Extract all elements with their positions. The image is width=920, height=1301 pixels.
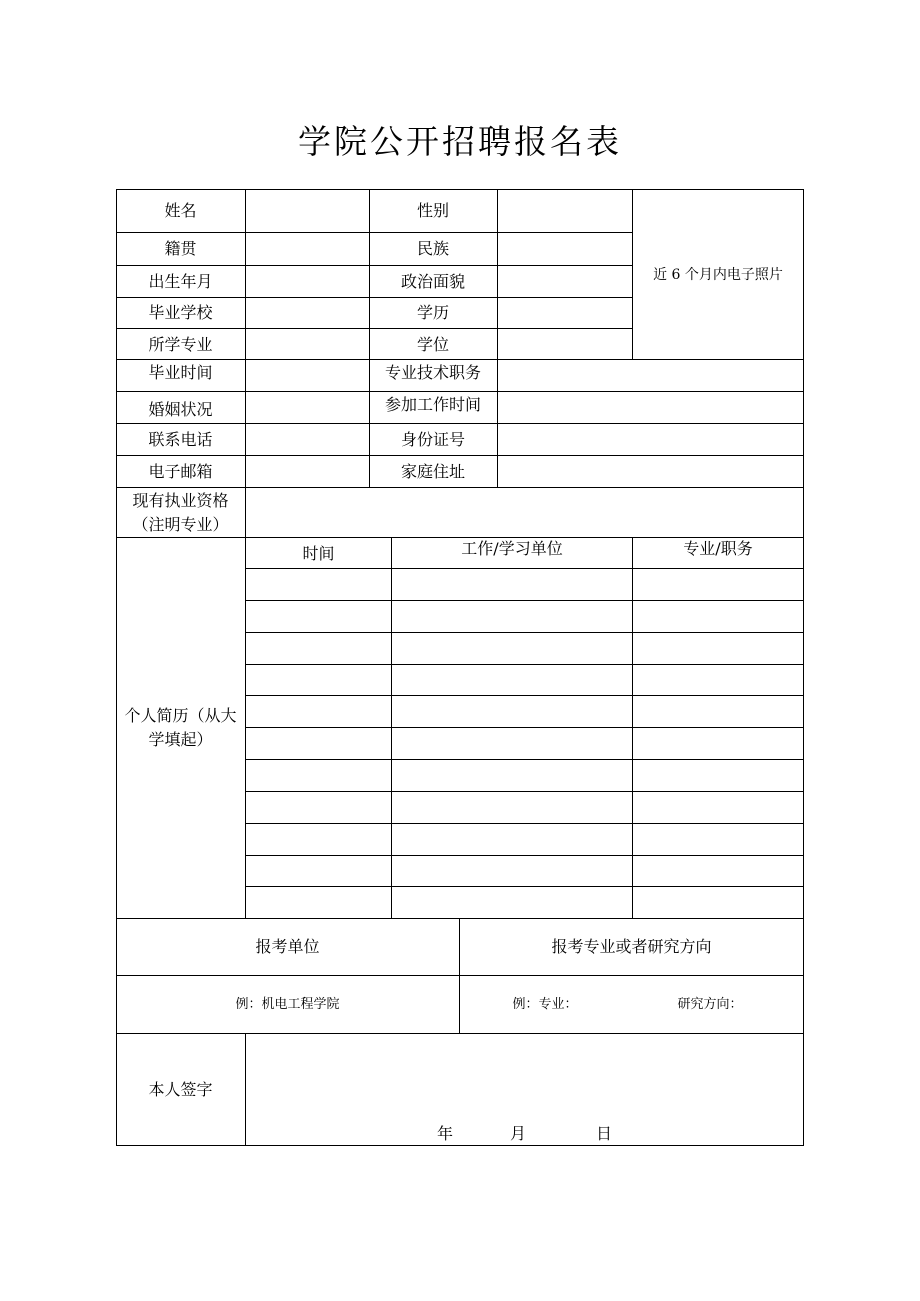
- apply-major-example[interactable]: 例：专业：: [512, 996, 578, 1012]
- label-grad-time: 毕业时间: [148, 363, 213, 382]
- marital-field[interactable]: [246, 392, 369, 423]
- id-number-field[interactable]: [498, 424, 803, 455]
- label-school: 毕业学校: [148, 303, 213, 322]
- resume-divider: [245, 664, 804, 665]
- label-major: 所学专业: [148, 334, 213, 354]
- resume-divider: [245, 855, 804, 856]
- resume-divider: [245, 568, 804, 569]
- apply-direction-header: 报考专业或者研究方向: [551, 937, 712, 956]
- col-divider: [245, 537, 246, 918]
- label-resume: [116, 538, 245, 918]
- school-field[interactable]: [246, 298, 369, 328]
- apply-direction-example[interactable]: 研究方向：: [677, 996, 743, 1012]
- label-signature: 本人签字: [148, 1080, 213, 1099]
- political-field[interactable]: [498, 266, 632, 297]
- resume-divider: [245, 727, 804, 728]
- signature-field[interactable]: [246, 1034, 803, 1124]
- phone-field[interactable]: [246, 424, 369, 455]
- label-phone: 联系电话: [148, 430, 213, 449]
- resume-divider: [245, 886, 804, 887]
- signature-day: 日: [595, 1124, 612, 1143]
- apply-unit-header: 报考单位: [255, 937, 320, 956]
- apply-unit-example[interactable]: 例：机电工程学院: [235, 996, 340, 1012]
- label-id-number: 身份证号: [400, 430, 465, 449]
- major-field[interactable]: [246, 329, 369, 359]
- native-place-field[interactable]: [246, 233, 369, 265]
- resume-col-position: 专业/职务: [683, 539, 753, 558]
- resume-divider: [245, 759, 804, 760]
- resume-divider: [245, 823, 804, 824]
- name-field[interactable]: [246, 190, 369, 232]
- label-native-place: 籍贯: [164, 239, 197, 258]
- resume-divider: [245, 791, 804, 792]
- resume-col-unit: 工作/学习单位: [461, 539, 563, 558]
- degree-field[interactable]: [498, 329, 632, 359]
- label-address: 家庭住址: [400, 462, 465, 481]
- email-field[interactable]: [246, 456, 369, 487]
- work-start-field[interactable]: [498, 392, 803, 423]
- education-field[interactable]: [498, 298, 632, 328]
- ethnicity-field[interactable]: [498, 233, 632, 265]
- signature-month: 月: [509, 1124, 526, 1143]
- title-rank-field[interactable]: [498, 360, 803, 391]
- label-name: 姓名: [164, 200, 197, 220]
- col-divider: [632, 537, 633, 918]
- label-education: 学历: [416, 303, 449, 322]
- label-qualification: [116, 488, 245, 537]
- qualification-field[interactable]: [246, 488, 803, 537]
- birth-field[interactable]: [246, 266, 369, 297]
- resume-divider: [245, 600, 804, 601]
- label-degree: 学位: [416, 334, 449, 354]
- label-resume-line1: 个人简历（从大: [124, 706, 237, 725]
- label-gender: 性别: [416, 200, 449, 220]
- label-birth: 出生年月: [148, 271, 213, 291]
- grad-time-field[interactable]: [246, 360, 369, 391]
- resume-divider: [245, 695, 804, 696]
- resume-divider: [245, 632, 804, 633]
- label-ethnicity: 民族: [416, 239, 449, 258]
- label-email: 电子邮箱: [148, 462, 213, 481]
- page-title: 学院公开招聘报名表: [298, 122, 622, 161]
- gender-field[interactable]: [498, 190, 632, 232]
- label-title-rank: 专业技术职务: [384, 363, 481, 382]
- photo-placeholder[interactable]: 近 6 个月内电子照片: [653, 266, 783, 283]
- label-work-start: 参加工作时间: [384, 395, 481, 414]
- signature-year: 年: [436, 1124, 453, 1143]
- label-qualification-line1: 现有执业资格: [132, 490, 229, 510]
- address-field[interactable]: [498, 456, 803, 487]
- col-divider: [391, 537, 392, 918]
- label-qualification-line2: （注明专业）: [132, 514, 229, 534]
- label-marital: 婚姻状况: [148, 400, 213, 419]
- resume-col-time: 时间: [302, 544, 335, 563]
- label-resume-line2: 学填起）: [148, 730, 213, 749]
- label-political: 政治面貌: [400, 271, 465, 291]
